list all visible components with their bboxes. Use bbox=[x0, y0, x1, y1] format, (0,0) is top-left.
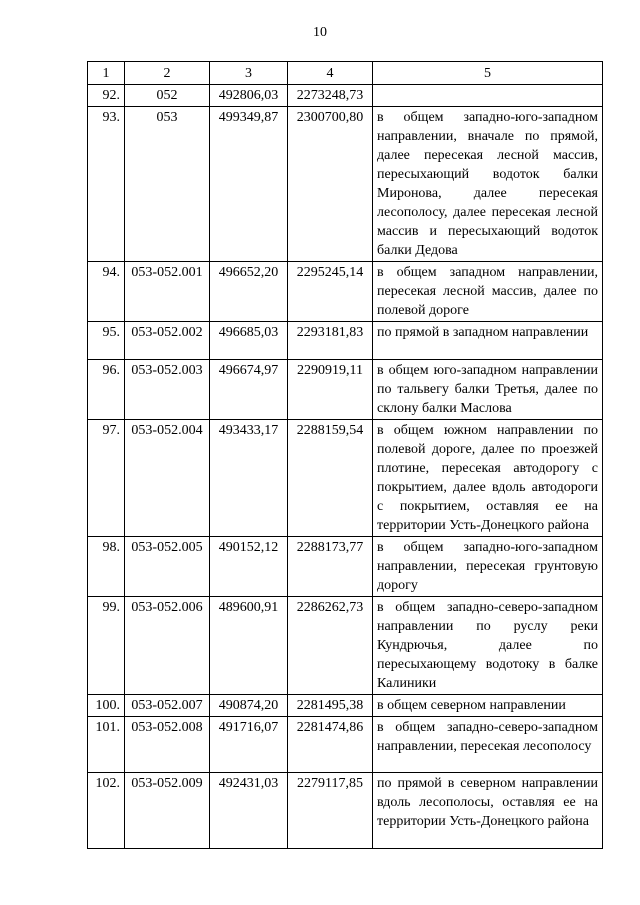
y-coordinate-cell: 2286262,73 bbox=[288, 597, 373, 695]
description-cell: по прямой в западном направлении bbox=[373, 322, 603, 360]
x-coordinate-cell: 496685,03 bbox=[210, 322, 288, 360]
table-row bbox=[88, 85, 603, 107]
column-header: 3 bbox=[210, 62, 288, 85]
description-cell: в общем западно-юго-западном направлении, пересекая грунтовую дорогу bbox=[373, 537, 603, 597]
y-coordinate-cell: 2295245,14 bbox=[288, 262, 373, 322]
table-row bbox=[88, 360, 603, 420]
point-id-cell: 053-052.003 bbox=[125, 360, 210, 420]
x-coordinate-cell: 496674,97 bbox=[210, 360, 288, 420]
row-number-cell: 96. bbox=[88, 360, 125, 420]
table-row bbox=[88, 537, 603, 597]
table-body bbox=[88, 85, 603, 849]
row-number-cell: 94. bbox=[88, 262, 125, 322]
point-id-cell: 053-052.005 bbox=[125, 537, 210, 597]
table-row bbox=[88, 322, 603, 360]
y-coordinate-cell: 2281474,86 bbox=[288, 717, 373, 773]
point-id-cell: 053-052.009 bbox=[125, 773, 210, 849]
description-cell: в общем юго-западном направлении по тальвегу балки Третья, далее по склону балки Маслова bbox=[373, 360, 603, 420]
point-id-cell: 053-052.007 bbox=[125, 695, 210, 717]
row-number-cell: 100. bbox=[88, 695, 125, 717]
point-id-cell: 053-052.006 bbox=[125, 597, 210, 695]
table-row bbox=[88, 773, 603, 849]
y-coordinate-cell: 2288173,77 bbox=[288, 537, 373, 597]
x-coordinate-cell: 492806,03 bbox=[210, 85, 288, 107]
description-cell: в общем западном направлении, пересекая лесной массив, далее по полевой дороге bbox=[373, 262, 603, 322]
row-number-cell: 93. bbox=[88, 107, 125, 262]
description-cell: по прямой в северном направлении вдоль лесополосы, оставляя ее на территории Усть-Донецкого района bbox=[373, 773, 603, 849]
point-id-cell: 053 bbox=[125, 107, 210, 262]
x-coordinate-cell: 493433,17 bbox=[210, 420, 288, 537]
coordinates-table bbox=[87, 61, 603, 849]
table-row bbox=[88, 420, 603, 537]
row-number-cell: 101. bbox=[88, 717, 125, 773]
y-coordinate-cell: 2273248,73 bbox=[288, 85, 373, 107]
x-coordinate-cell: 499349,87 bbox=[210, 107, 288, 262]
row-number-cell: 92. bbox=[88, 85, 125, 107]
table-row bbox=[88, 717, 603, 773]
description-cell: в общем западно-юго-западном направлении, вначале по прямой, далее пересекая лесной массив, пересыхающий водоток балки Миронова, далее пересекая лесополосу, далее пересекая лесной массив и пересыхающий водоток балки Дедова bbox=[373, 107, 603, 262]
y-coordinate-cell: 2290919,11 bbox=[288, 360, 373, 420]
description-cell: в общем северном направлении bbox=[373, 695, 603, 717]
row-number-cell: 97. bbox=[88, 420, 125, 537]
column-header: 5 bbox=[373, 62, 603, 85]
table-row bbox=[88, 107, 603, 262]
row-number-cell: 102. bbox=[88, 773, 125, 849]
y-coordinate-cell: 2300700,80 bbox=[288, 107, 373, 262]
y-coordinate-cell: 2281495,38 bbox=[288, 695, 373, 717]
description-cell: в общем южном направлении по полевой дороге, далее по проезжей плотине, пересекая автодорогу с покрытием, далее вдоль автодороги с покрытием, оставляя ее на территории Усть-Донецкого района bbox=[373, 420, 603, 537]
y-coordinate-cell: 2288159,54 bbox=[288, 420, 373, 537]
column-header: 2 bbox=[125, 62, 210, 85]
y-coordinate-cell: 2279117,85 bbox=[288, 773, 373, 849]
x-coordinate-cell: 490874,20 bbox=[210, 695, 288, 717]
x-coordinate-cell: 496652,20 bbox=[210, 262, 288, 322]
table-row bbox=[88, 262, 603, 322]
point-id-cell: 053-052.008 bbox=[125, 717, 210, 773]
table-row bbox=[88, 695, 603, 717]
point-id-cell: 052 bbox=[125, 85, 210, 107]
description-cell: в общем западно-северо-западном направлении, пересекая лесополосу bbox=[373, 717, 603, 773]
x-coordinate-cell: 490152,12 bbox=[210, 537, 288, 597]
row-number-cell: 99. bbox=[88, 597, 125, 695]
x-coordinate-cell: 492431,03 bbox=[210, 773, 288, 849]
page-number: 10 bbox=[313, 25, 327, 40]
row-number-cell: 95. bbox=[88, 322, 125, 360]
column-header: 1 bbox=[88, 62, 125, 85]
y-coordinate-cell: 2293181,83 bbox=[288, 322, 373, 360]
row-number-cell: 98. bbox=[88, 537, 125, 597]
table-row bbox=[88, 597, 603, 695]
x-coordinate-cell: 489600,91 bbox=[210, 597, 288, 695]
column-header: 4 bbox=[288, 62, 373, 85]
description-cell bbox=[373, 85, 603, 107]
description-cell: в общем западно-северо-западном направлении по руслу реки Кундрючья, далее по пересыхающему водотоку в балке Калиники bbox=[373, 597, 603, 695]
x-coordinate-cell: 491716,07 bbox=[210, 717, 288, 773]
point-id-cell: 053-052.002 bbox=[125, 322, 210, 360]
point-id-cell: 053-052.001 bbox=[125, 262, 210, 322]
table-header-row bbox=[88, 62, 603, 85]
point-id-cell: 053-052.004 bbox=[125, 420, 210, 537]
